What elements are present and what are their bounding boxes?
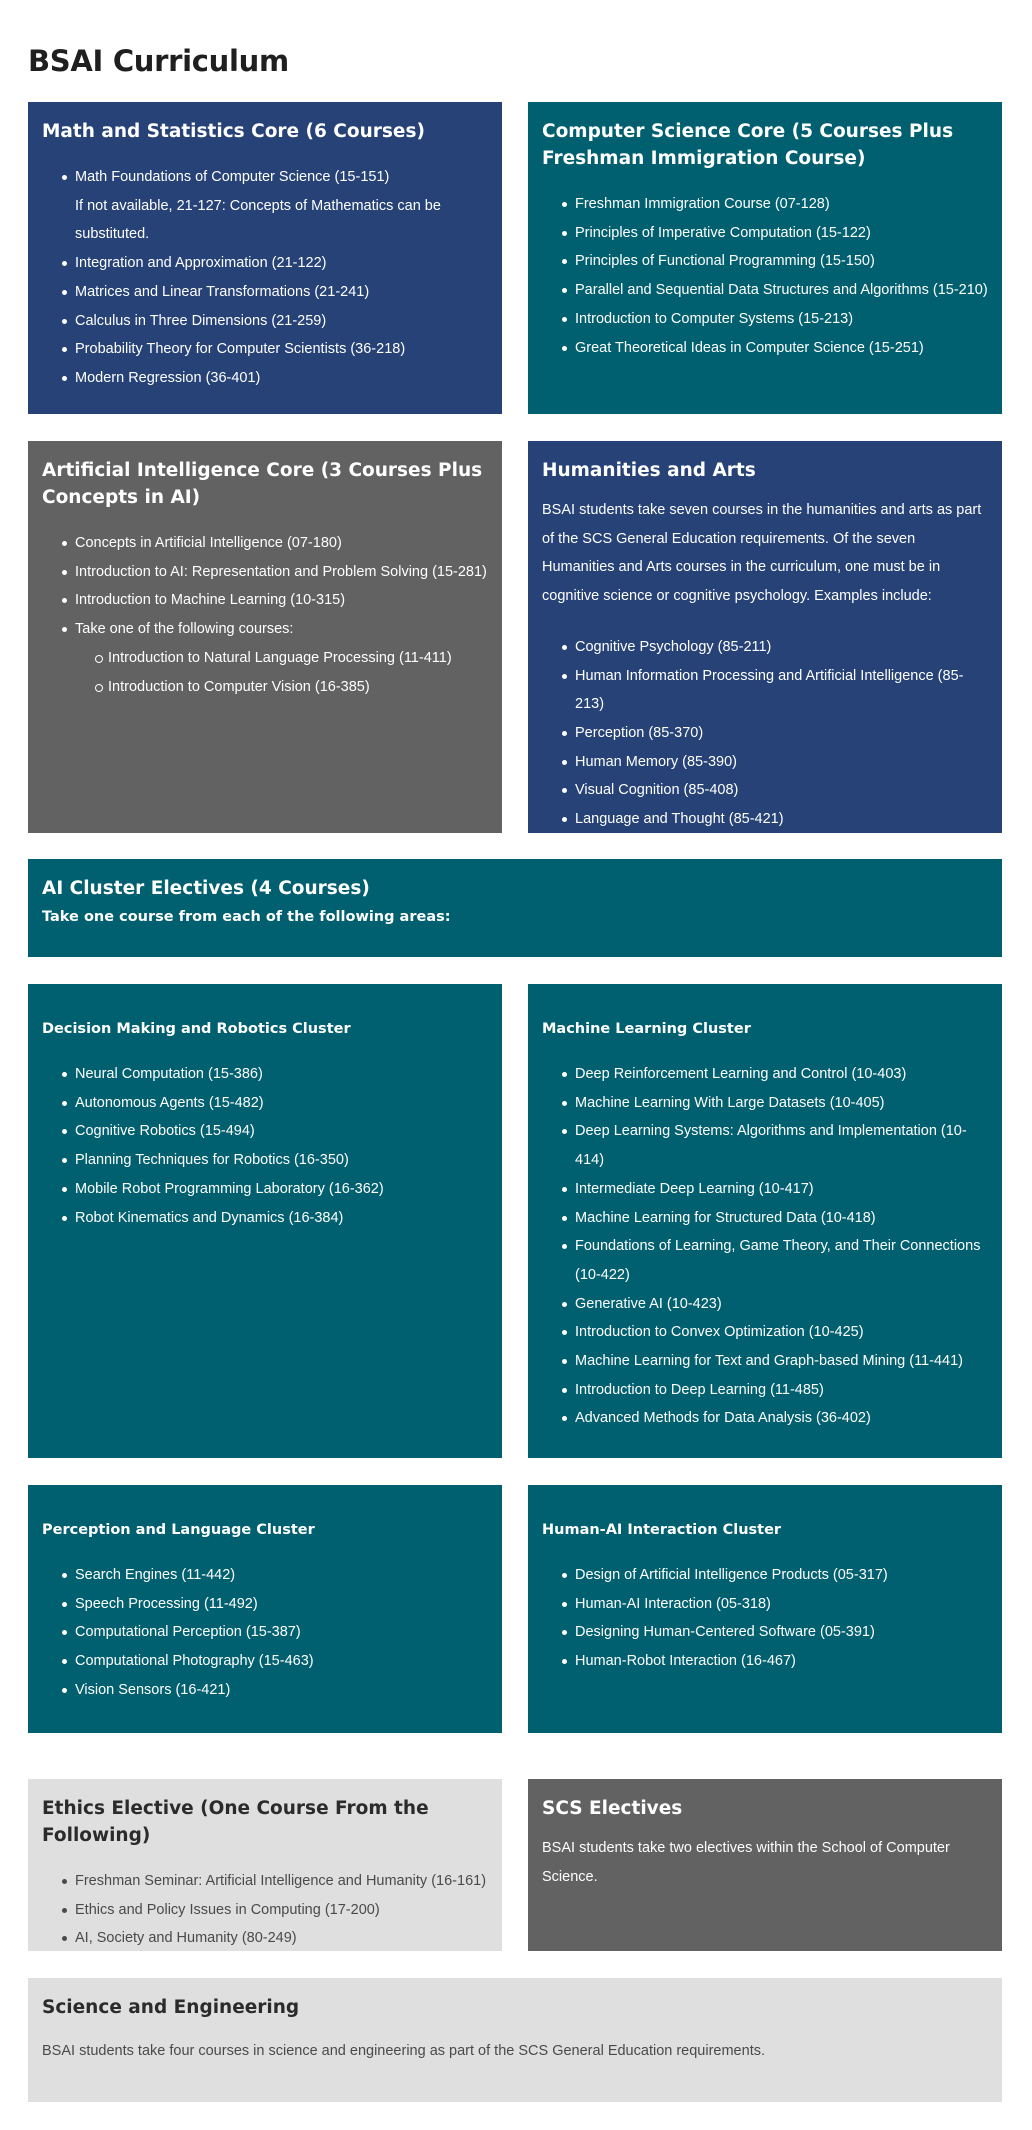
list-item: Computational Photography (15-463) (62, 1647, 488, 1676)
list-item: Deep Reinforcement Learning and Control (10-403) (562, 1060, 988, 1089)
hai-cluster-list (542, 1561, 988, 1676)
list-item: Design of Artificial Intelligence Products (05-317) (562, 1561, 988, 1590)
ml-cluster-list (542, 1060, 988, 1433)
list-item: Machine Learning for Structured Data (10-418) (562, 1204, 988, 1233)
scs-electives-paragraph: BSAI students take two electives within the School of Computer Science. (542, 1840, 950, 1885)
list-item: Mobile Robot Programming Laboratory (16-362) (62, 1175, 488, 1204)
math-core-title: Math and Statistics Core (6 Courses) (42, 121, 425, 142)
math-core-list (42, 163, 488, 393)
list-item: Introduction to Computer Vision (16-385) (95, 673, 488, 702)
list-item: Integration and Approximation (21-122) (62, 249, 488, 278)
list-item: Freshman Seminar: Artificial Intelligence and Humanity (16-161) (62, 1867, 488, 1896)
list-item: Concepts in Artificial Intelligence (07-180) (62, 529, 488, 558)
ethics-title: Ethics Elective (One Course From the Following) (42, 1798, 429, 1846)
perception-cluster-list (42, 1561, 488, 1705)
cs-core-panel (528, 102, 1002, 414)
ai-cluster-subtitle: Take one course from each of the following areas: (42, 909, 451, 925)
math-substitution-note: If not available, 21-127: Concepts of Mathematics can be substituted. (75, 197, 441, 243)
perception-cluster-panel (28, 1485, 502, 1733)
list-item: Introduction to Machine Learning (10-315) (62, 586, 488, 615)
list-item: Introduction to AI: Representation and Problem Solving (15-281) (62, 558, 488, 587)
list-item: Math Foundations of Computer Science (15-151) If not available, 21-127: Concepts of Mathematics can be substituted. (62, 163, 488, 249)
ai-core-panel (28, 441, 502, 833)
list-item: Human-AI Interaction (05-318) (562, 1590, 988, 1619)
list-item: Neural Computation (15-386) (62, 1060, 488, 1089)
perception-cluster-title: Perception and Language Cluster (42, 1522, 315, 1538)
ai-core-choice-list (75, 644, 488, 701)
humanities-title: Humanities and Arts (542, 460, 756, 481)
list-item: Perception (85-370) (562, 719, 988, 748)
hai-cluster-title: Human-AI Interaction Cluster (542, 1522, 782, 1538)
list-item: Introduction to Deep Learning (11-485) (562, 1376, 988, 1405)
list-item: Designing Human-Centered Software (05-391) (562, 1618, 988, 1647)
list-item: Introduction to Convex Optimization (10-425) (562, 1318, 988, 1347)
list-item: Human-Robot Interaction (16-467) (562, 1647, 988, 1676)
list-item: Generative AI (10-423) (562, 1290, 988, 1319)
list-item: Human Memory (85-390) (562, 748, 988, 777)
cs-core-title: Computer Science Core (5 Courses Plus Freshman Immigration Course) (542, 121, 954, 169)
science-panel (28, 1978, 1002, 2102)
ml-cluster-title: Machine Learning Cluster (542, 1021, 751, 1037)
list-item: Deep Learning Systems: Algorithms and Implementation (10-414) (562, 1117, 988, 1174)
decision-cluster-title: Decision Making and Robotics Cluster (42, 1021, 351, 1037)
ethics-panel (28, 1779, 502, 1951)
ai-cluster-panel (28, 859, 1002, 957)
science-title: Science and Engineering (42, 1997, 300, 2018)
scs-electives-title: SCS Electives (542, 1798, 683, 1819)
list-item: Search Engines (11-442) (62, 1561, 488, 1590)
list-item: AI, Society and Humanity (80-249) (62, 1924, 488, 1951)
list-item: Computational Perception (15-387) (62, 1618, 488, 1647)
humanities-list (542, 633, 988, 833)
list-item: Advanced Methods for Data Analysis (36-402) (562, 1404, 988, 1433)
decision-cluster-panel (28, 984, 502, 1458)
list-item: Speech Processing (11-492) (62, 1590, 488, 1619)
list-item: Great Theoretical Ideas in Computer Science (15-251) (562, 334, 988, 363)
list-item: Planning Techniques for Robotics (16-350) (62, 1146, 488, 1175)
page-title: BSAI Curriculum (28, 44, 289, 78)
list-item: Freshman Immigration Course (07-128) (562, 190, 988, 219)
ai-cluster-title: AI Cluster Electives (4 Courses) (42, 878, 370, 899)
list-item: Autonomous Agents (15-482) (62, 1089, 488, 1118)
list-item: Machine Learning for Text and Graph-based Mining (11-441) (562, 1347, 988, 1376)
list-item: Foundations of Learning, Game Theory, and Their Connections (10-422) (562, 1232, 988, 1289)
list-item: Intermediate Deep Learning (10-417) (562, 1175, 988, 1204)
list-item: Introduction to Computer Systems (15-213) (562, 305, 988, 334)
decision-cluster-list (42, 1060, 488, 1232)
list-item: Machine Learning With Large Datasets (10-405) (562, 1089, 988, 1118)
humanities-panel (528, 441, 1002, 833)
ml-cluster-panel (528, 984, 1002, 1458)
science-paragraph: BSAI students take four courses in science and engineering as part of the SCS General Education requirements. (42, 2043, 765, 2059)
list-item: Language and Thought (85-421) (562, 805, 988, 833)
list-item: Ethics and Policy Issues in Computing (17-200) (62, 1896, 488, 1925)
list-item: Robot Kinematics and Dynamics (16-384) (62, 1204, 488, 1233)
list-item: Principles of Imperative Computation (15-122) (562, 219, 988, 248)
ai-core-title: Artificial Intelligence Core (3 Courses Plus Concepts in AI) (42, 460, 483, 508)
hai-cluster-panel (528, 1485, 1002, 1733)
list-item: Vision Sensors (16-421) (62, 1676, 488, 1705)
math-core-panel (28, 102, 502, 414)
list-item: Parallel and Sequential Data Structures and Algorithms (15-210) (562, 276, 988, 305)
list-item: Probability Theory for Computer Scientists (36-218) (62, 335, 488, 364)
scs-electives-panel (528, 1779, 1002, 1951)
ai-core-list (42, 529, 488, 701)
cs-core-list (542, 190, 988, 362)
list-item: Principles of Functional Programming (15-150) (562, 247, 988, 276)
list-item: Cognitive Robotics (15-494) (62, 1117, 488, 1146)
list-item: Calculus in Three Dimensions (21-259) (62, 307, 488, 336)
list-item: Matrices and Linear Transformations (21-241) (62, 278, 488, 307)
list-item: Take one of the following courses: Introduction to Natural Language Processing (11-411) Introduction to Computer Vision (16-385) (62, 615, 488, 701)
ethics-list (42, 1867, 488, 1951)
humanities-paragraph: BSAI students take seven courses in the humanities and arts as part of the SCS General Education requirements. Of the seven Humanities and Arts courses in the curriculum, one must be in cognitive science or cognitive psychology. Examples include: (542, 502, 982, 605)
list-item: Visual Cognition (85-408) (562, 776, 988, 805)
list-item: Modern Regression (36-401) (62, 364, 488, 393)
list-item: Introduction to Natural Language Processing (11-411) (95, 644, 488, 673)
list-item: Cognitive Psychology (85-211) (562, 633, 988, 662)
list-item: Human Information Processing and Artificial Intelligence (85-213) (562, 662, 988, 719)
